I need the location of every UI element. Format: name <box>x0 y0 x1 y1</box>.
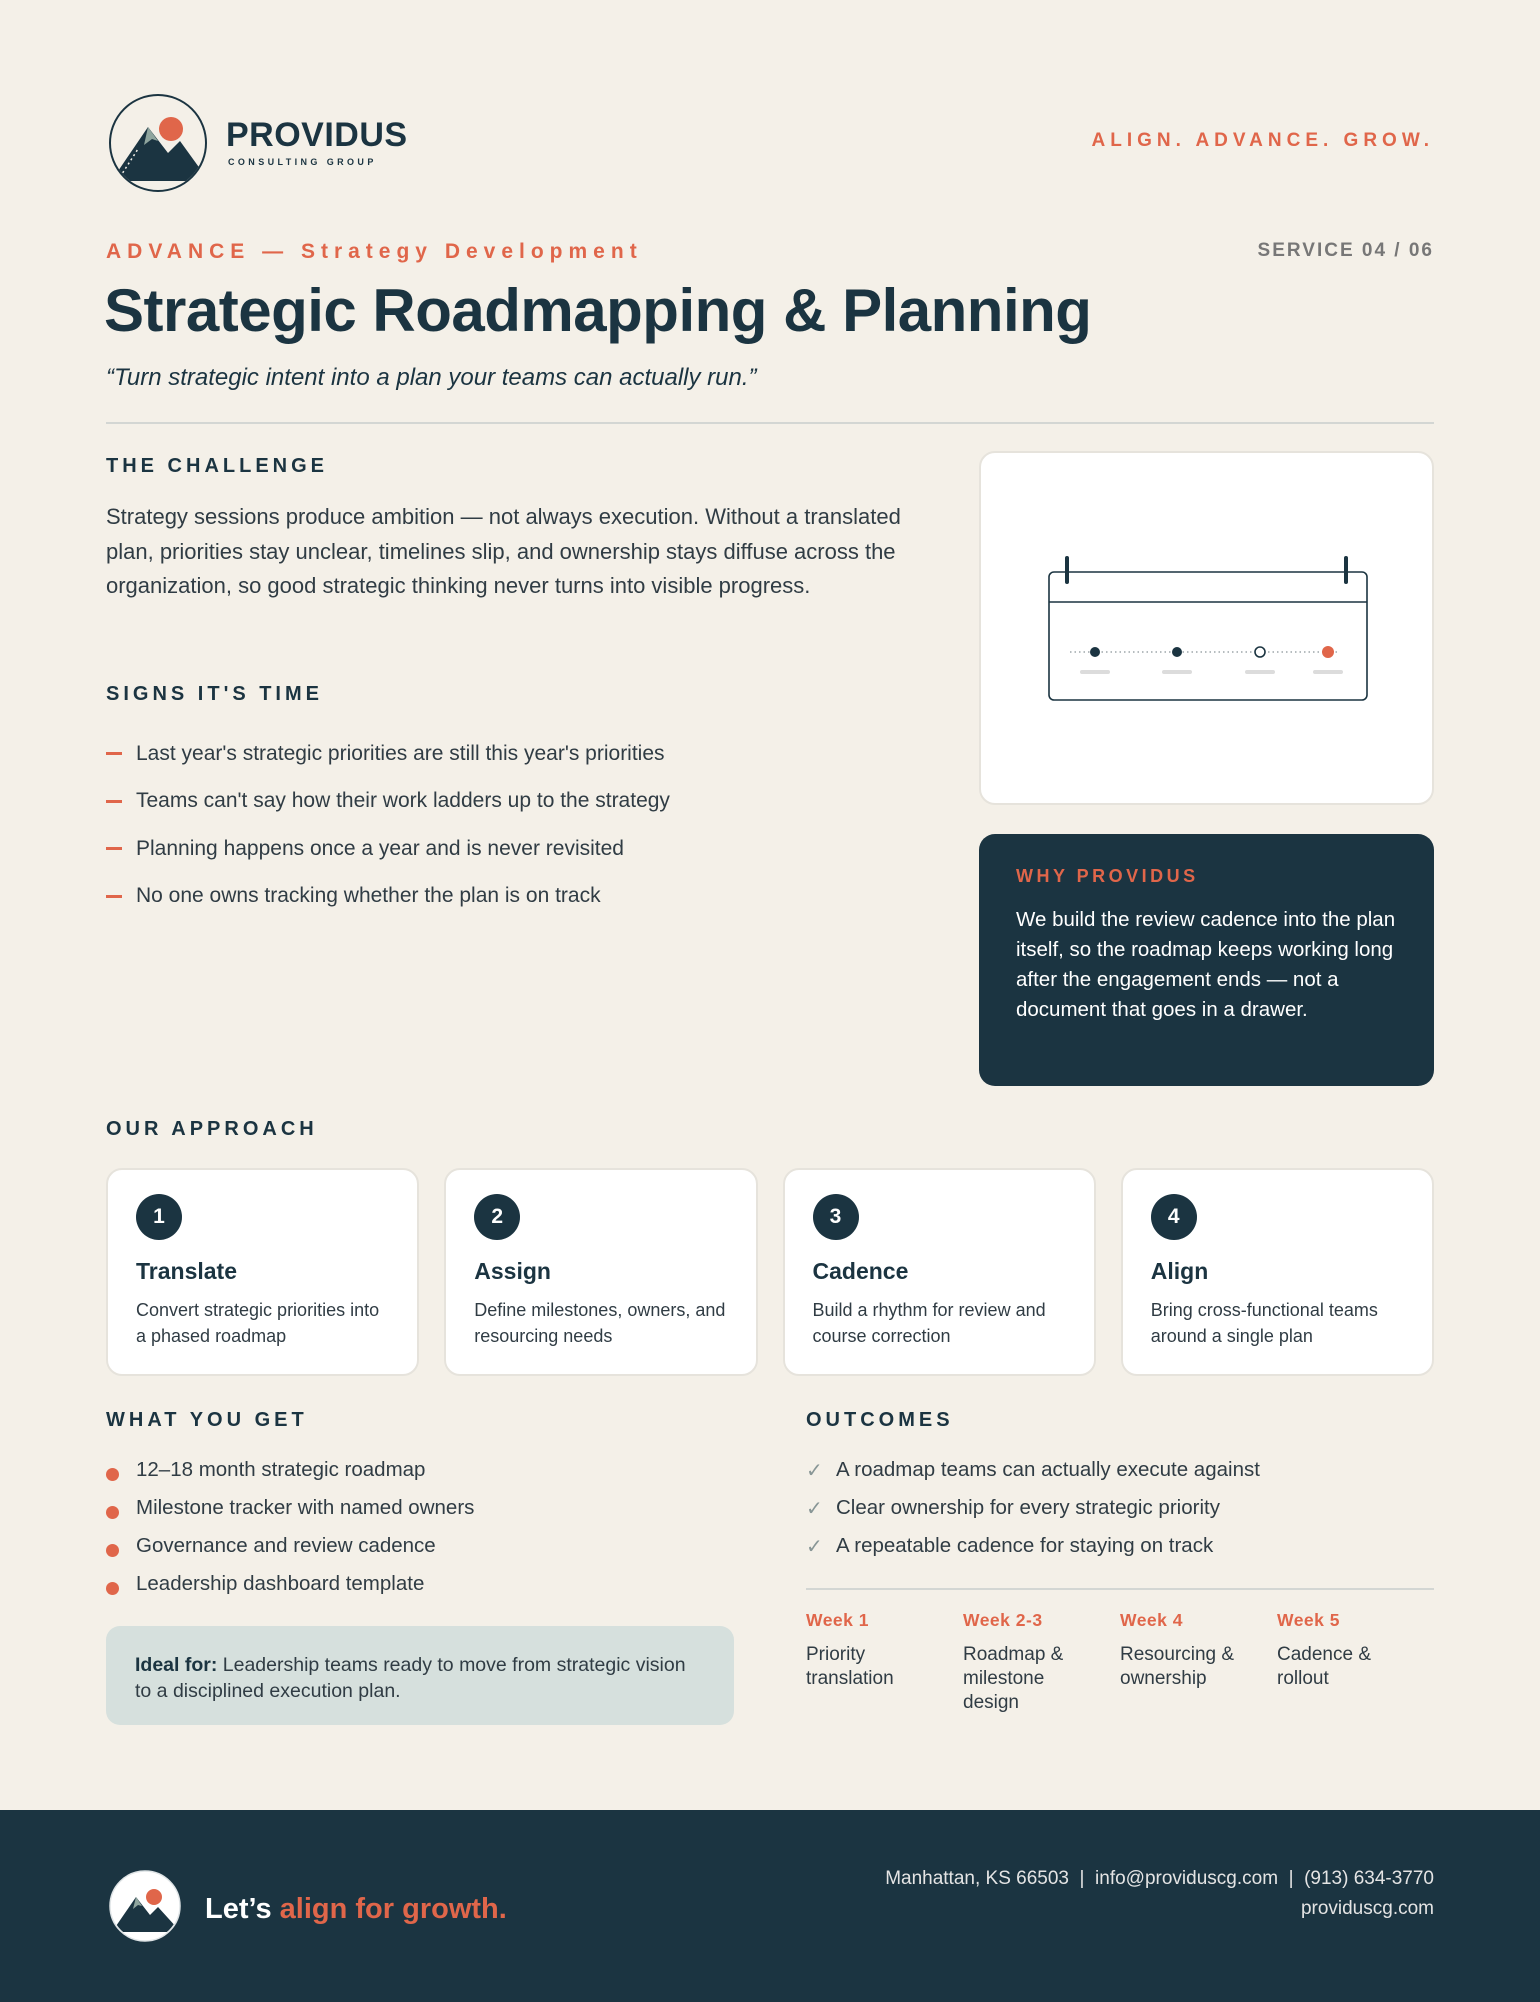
checkmark-icon: ✓ <box>806 1497 823 1520</box>
step-number-badge: 1 <box>136 1194 182 1240</box>
list-item-text: 12–18 month strategic roadmap <box>136 1458 426 1481</box>
page-title: Strategic Roadmapping & Planning <box>104 277 1092 344</box>
list-item <box>106 730 936 778</box>
why-providus-card <box>979 834 1434 1086</box>
list-item-text: A repeatable cadence for staying on track <box>836 1534 1214 1557</box>
list-item <box>106 825 936 873</box>
providus-logo-icon <box>108 1869 182 1943</box>
divider <box>806 1588 1434 1590</box>
list-item <box>106 1451 474 1489</box>
website-link[interactable]: providuscg.com <box>1300 1898 1434 1919</box>
cta-accent: align for growth. <box>279 1893 507 1925</box>
service-category: ADVANCE — Strategy Development <box>106 240 643 263</box>
timeline-week: Week 5 <box>1277 1610 1340 1630</box>
timeline-week: Week 1 <box>806 1610 869 1630</box>
step-description: Bring cross-functional teams around a single plan <box>1150 1300 1378 1346</box>
list-item <box>106 1527 474 1565</box>
outcomes-list <box>806 1451 1260 1565</box>
why-text: We build the review cadence into the plan itself, so the roadmap keeps working long after the engagement ends — not a document that goes in a drawer. <box>1016 908 1396 1021</box>
step-card <box>106 1168 419 1376</box>
list-item-text: A roadmap teams can actually execute against <box>836 1458 1260 1481</box>
list-item <box>806 1451 1260 1489</box>
challenge-text: Strategy sessions produce ambition — not always execution. Without a translated plan, priorities stay unclear, timelines slip, and ownership stays diffuse across the organization, so good strategic thinking never turns into visible progress. <box>106 504 901 598</box>
step-number-badge: 4 <box>1151 1194 1197 1240</box>
list-item <box>106 778 936 826</box>
service-number: SERVICE 04 / 06 <box>1257 240 1434 261</box>
checkmark-icon: ✓ <box>806 1535 823 1558</box>
signs-list <box>106 730 936 920</box>
list-item <box>106 1489 474 1527</box>
list-item <box>806 1527 1260 1565</box>
bullet-icon <box>106 1544 119 1557</box>
challenge-heading: THE CHALLENGE <box>106 455 328 477</box>
ideal-for-label: Ideal for: <box>135 1654 218 1676</box>
providus-logo-icon <box>108 93 208 193</box>
why-heading: WHY PROVIDUS <box>1016 866 1199 886</box>
ideal-for-text: Leadership teams ready to move from strategic vision to a disciplined execution plan. <box>135 1654 686 1702</box>
checkmark-icon: ✓ <box>806 1459 823 1482</box>
timeline-week: Week 4 <box>1120 1610 1183 1630</box>
timeline-item <box>806 1610 963 1715</box>
roadmap-calendar-icon <box>1040 545 1380 715</box>
deliverables-list <box>106 1451 474 1603</box>
timeline-item <box>1120 1610 1277 1715</box>
timeline-description: Roadmap & milestone design <box>963 1644 1064 1713</box>
dash-icon <box>106 847 122 850</box>
list-item-text: No one owns tracking whether the plan is on track <box>136 884 601 908</box>
list-item <box>106 1565 474 1603</box>
step-title: Cadence <box>812 1258 909 1284</box>
list-item-text: Clear ownership for every strategic priority <box>836 1496 1220 1519</box>
bullet-icon <box>106 1582 119 1595</box>
dash-icon <box>106 752 122 755</box>
approach-heading: OUR APPROACH <box>106 1118 318 1140</box>
timeline-item <box>1277 1610 1434 1715</box>
dash-icon <box>106 800 122 803</box>
dash-icon <box>106 895 122 898</box>
list-item <box>106 873 936 921</box>
brand-name: PROVIDUS <box>226 116 408 154</box>
divider <box>106 422 1434 424</box>
timeline-description: Cadence & rollout <box>1277 1644 1372 1689</box>
list-item-text: Milestone tracker with named owners <box>136 1496 475 1519</box>
approach-steps <box>106 1168 1434 1376</box>
list-item <box>806 1489 1260 1527</box>
timeline-description: Priority translation <box>806 1644 894 1689</box>
step-number-badge: 3 <box>813 1194 859 1240</box>
brand-subtitle: CONSULTING GROUP <box>228 157 377 167</box>
footer-cta <box>205 1893 507 1926</box>
brand-tagline: ALIGN. ADVANCE. GROW. <box>1091 130 1434 151</box>
step-card <box>783 1168 1096 1376</box>
step-title: Translate <box>136 1258 237 1284</box>
list-item-text: Governance and review cadence <box>136 1534 436 1557</box>
step-title: Assign <box>474 1258 551 1284</box>
timeline-item <box>963 1610 1120 1715</box>
deliverables-heading: WHAT YOU GET <box>106 1409 308 1431</box>
step-card <box>1121 1168 1434 1376</box>
bullet-icon <box>106 1506 119 1519</box>
step-description: Define milestones, owners, and resourcing needs <box>474 1300 726 1346</box>
step-description: Convert strategic priorities into a phased roadmap <box>136 1300 380 1346</box>
step-card <box>444 1168 757 1376</box>
step-number-badge: 2 <box>474 1194 520 1240</box>
bullet-icon <box>106 1468 119 1481</box>
timeline-week: Week 2-3 <box>963 1610 1043 1630</box>
timeline <box>806 1610 1434 1715</box>
contact-line[interactable]: Manhattan, KS 66503 | info@providuscg.com | (913) 634-3770 <box>885 1868 1434 1889</box>
signs-heading: SIGNS IT'S TIME <box>106 683 323 705</box>
outcomes-heading: OUTCOMES <box>806 1409 954 1431</box>
step-title: Align <box>1150 1258 1209 1284</box>
timeline-description: Resourcing & ownership <box>1120 1644 1235 1689</box>
list-item-text: Teams can't say how their work ladders up to the strategy <box>136 789 670 813</box>
list-item-text: Leadership dashboard template <box>136 1572 425 1595</box>
list-item-text: Planning happens once a year and is never revisited <box>136 836 624 860</box>
list-item-text: Last year's strategic priorities are still this year's priorities <box>136 741 665 765</box>
page-quote: “Turn strategic intent into a plan your teams can actually run.” <box>106 364 757 391</box>
cta-prefix: Let’s <box>205 1893 280 1925</box>
step-description: Build a rhythm for review and course correction <box>812 1300 1046 1346</box>
ideal-for-box <box>106 1626 734 1725</box>
footer-contact <box>885 1864 1434 1924</box>
